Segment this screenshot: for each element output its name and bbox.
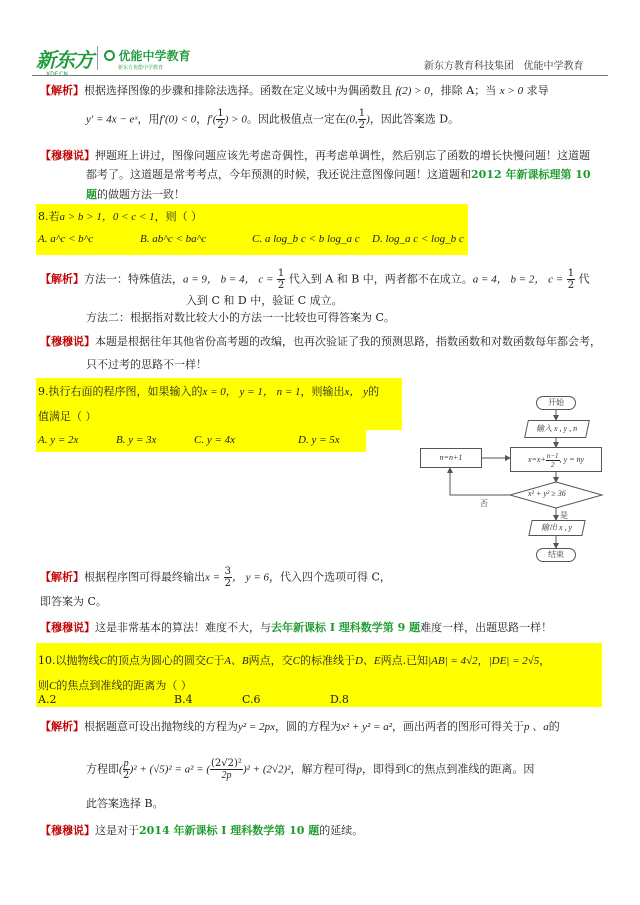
- xdf-logo: [36, 44, 93, 78]
- text: 值满足（ ）: [38, 410, 97, 423]
- text: 的标准线于: [299, 654, 355, 667]
- text: 。因此极值点一定在: [246, 112, 346, 126]
- logo-main-text: 新东方: [36, 48, 93, 72]
- text: ，即得到: [362, 762, 406, 776]
- text: 此答案选择 B。: [86, 797, 164, 810]
- math: a = 4， b = 2， c =: [472, 273, 564, 286]
- analysis-7-line2: [86, 108, 459, 131]
- numerator: 1: [567, 268, 575, 279]
- flowchart-yes-label: 是: [560, 511, 568, 520]
- fraction: [277, 268, 285, 291]
- flowchart-start: 开始: [536, 396, 576, 410]
- q8-analysis-line2: [186, 292, 343, 308]
- numerator: 3: [224, 566, 231, 577]
- math: p 、a: [524, 721, 549, 733]
- comment-7-line1: [40, 147, 590, 163]
- q9-stem-line1: [38, 383, 379, 399]
- flowchart: [410, 390, 620, 575]
- comment-tag: 【穆穆说】: [40, 621, 95, 634]
- q10-analysis-line3: [86, 795, 164, 811]
- fraction: [210, 758, 243, 781]
- text: 即答案为 C。: [40, 595, 107, 608]
- math: y² = 2px: [238, 721, 275, 733]
- green-text: 去年新课标 I 理科数学第 9 题: [271, 621, 421, 634]
- text: 只不过考的思路不一样！: [86, 358, 207, 371]
- brand-sub-text: 新东方优能中学教育: [118, 65, 164, 71]
- denominator: 2p: [221, 770, 232, 781]
- denominator: 2: [567, 280, 575, 291]
- option-a[interactable]: A. a^c < b^c: [38, 233, 94, 245]
- q10-analysis-line2: [86, 758, 534, 781]
- math: )² + (√5)² = a² = (: [129, 763, 211, 776]
- option-b[interactable]: B.4: [174, 693, 193, 706]
- q8-stem: [38, 208, 202, 224]
- text: 的做题方法一致！: [97, 188, 185, 201]
- text: ，用: [137, 112, 160, 126]
- option-c[interactable]: C. a log_b c < b log_a c: [252, 233, 360, 245]
- text: 的: [548, 720, 560, 733]
- text: 这是非常基本的算法！难度不大，与: [95, 621, 271, 634]
- flowchart-assign: [510, 447, 602, 472]
- numerator: 1: [358, 108, 366, 119]
- math: D、E: [354, 655, 381, 667]
- numerator: n−1: [546, 451, 559, 460]
- denominator: 2: [550, 460, 555, 469]
- analysis-tag: 【解析】: [40, 272, 84, 286]
- text: 代: [578, 272, 590, 286]
- text: 求导: [526, 84, 549, 97]
- flowchart-condition: x² + y² ≥ 36: [528, 489, 566, 498]
- q10-stem-line2: [38, 677, 192, 693]
- denominator: 2: [224, 578, 231, 589]
- numerator: 1: [277, 268, 285, 279]
- text: 代入到 A 和 B 中，两者都不在成立。: [288, 272, 473, 286]
- text: 押题班上讲过，图像问题应该先考虑奇偶性，再考虑单调性，然后别忘了函数的增长快慢问题！这道题: [95, 149, 590, 162]
- option-c[interactable]: C.6: [242, 693, 261, 706]
- text: 的焦点到准线的距离为（ ）: [56, 679, 192, 692]
- q9-analysis-line2: [40, 593, 107, 609]
- math: a > b > 1，0 < c < 1: [59, 211, 155, 223]
- option-b[interactable]: B. y = 3x: [116, 434, 157, 446]
- math: C: [292, 655, 300, 667]
- text: 输入 x , y , n: [536, 424, 578, 433]
- math: C: [99, 655, 107, 667]
- q10-comment: [40, 822, 363, 838]
- text: ，: [196, 112, 208, 126]
- numerator: p: [123, 758, 129, 769]
- text: 的焦点到准线的距离。因: [413, 762, 535, 776]
- brand-logo: [104, 47, 191, 71]
- text: 输出 x , y: [541, 523, 573, 532]
- text: 都考了。这道题是常考考点，今年预测的时候，我还说注意图像问题！这道题和: [86, 168, 471, 181]
- q8-comment-line1: [40, 333, 601, 349]
- comment-tag: 【穆穆说】: [40, 335, 95, 348]
- text: ，画出两者的图形可得关于: [392, 720, 525, 733]
- math: C: [205, 655, 214, 667]
- option-d[interactable]: D. log_a c < log_b c: [372, 233, 464, 245]
- text: , y = ny: [559, 455, 585, 464]
- q9-comment: [40, 619, 552, 635]
- text: 的延续。: [319, 824, 364, 837]
- text: ，解方程可得: [290, 762, 357, 776]
- green-text: 2014 年新课标 I 理科数学第 10 题: [139, 824, 320, 837]
- math: x， y: [344, 386, 369, 398]
- text: ，则输出: [300, 385, 345, 398]
- text: 9.执行右面的程序图，如果输入的: [38, 385, 203, 398]
- math: p: [356, 763, 362, 776]
- denominator: 2: [217, 120, 224, 131]
- math: f′(: [207, 113, 217, 126]
- flowchart-no-label: 否: [480, 499, 488, 508]
- math: y′ = 4x − eˣ: [86, 113, 138, 126]
- option-a[interactable]: A.2: [38, 693, 57, 706]
- math: x = 0， y = 1， n = 1: [202, 386, 301, 398]
- math: x =: [205, 571, 221, 584]
- flowchart-increment: n=n+1: [420, 448, 482, 468]
- text: 难度一样，出题思路一样！: [420, 621, 553, 634]
- math: f′(0) < 0: [159, 113, 197, 126]
- text: 根据选择图像的步骤和排除法选择。函数在定义域中为偶函数且: [84, 84, 392, 97]
- text: ，: [477, 654, 489, 667]
- math: f(2) > 0: [395, 85, 430, 97]
- comment-7-line2: [86, 166, 591, 182]
- comment-tag: 【穆穆说】: [40, 149, 95, 162]
- fraction: [567, 268, 575, 291]
- text: ，: [539, 654, 551, 667]
- text: 两点，交: [248, 654, 293, 667]
- math: ): [366, 113, 370, 126]
- q10-stem-line1: [38, 652, 550, 668]
- header: [0, 0, 640, 78]
- denominator: 2: [122, 770, 130, 781]
- text: 方法二：根据指对数比较大小的方法一一比较也可得答案为 C。: [86, 311, 395, 324]
- option-d[interactable]: D.8: [330, 693, 349, 706]
- q8-comment-line2: [86, 356, 207, 372]
- analysis-7-line1: [40, 82, 549, 98]
- math: x² + y² = a²: [341, 721, 393, 733]
- text: 方程即: [86, 762, 119, 776]
- math: |DE| = 2√5: [488, 655, 540, 667]
- math: a = 9， b = 4， c =: [183, 273, 274, 286]
- math: |AB| = 4√2: [428, 655, 478, 667]
- flowchart-lines: [410, 390, 620, 575]
- text: 根据程序图可得最终输出: [84, 570, 205, 584]
- text: 的: [368, 385, 380, 398]
- text: ，代入四个选项可得 C，: [269, 570, 391, 584]
- header-right-text: 新东方教育科技集团 优能中学教育: [424, 61, 584, 72]
- q10-analysis-line1: [40, 718, 560, 734]
- text: 10.以抛物线: [38, 654, 100, 667]
- analysis-tag: 【解析】: [40, 84, 84, 97]
- fraction: [224, 566, 232, 589]
- math: )² + (2√2)²: [242, 763, 291, 776]
- text: ，则（ ）: [154, 210, 203, 223]
- text: ，圆的方程为: [275, 720, 341, 733]
- green-text: 题: [86, 188, 97, 201]
- math: A、B: [224, 655, 249, 667]
- green-text: 2012 年新课标理第 10: [471, 168, 591, 181]
- math: ) > 0: [224, 113, 247, 126]
- text: 两点.已知: [380, 654, 429, 667]
- numerator: 1: [217, 108, 224, 119]
- math: C: [49, 680, 57, 692]
- option-b[interactable]: B. ab^c < ba^c: [140, 233, 207, 245]
- text: 这是对于: [95, 824, 139, 837]
- q8-analysis-line1: [40, 268, 590, 291]
- numerator: (2√2)²: [211, 758, 242, 769]
- analysis-tag: 【解析】: [40, 720, 84, 733]
- q8-analysis-line3: [86, 309, 395, 325]
- brand-icon: [104, 50, 115, 61]
- text: 8.若: [38, 210, 60, 223]
- text: ，排除 A；当: [429, 84, 497, 97]
- fraction: [216, 108, 224, 131]
- option-a[interactable]: A. y = 2x: [38, 434, 79, 446]
- text: x=x+: [527, 455, 546, 464]
- text: ，因此答案选 D。: [369, 112, 460, 126]
- analysis-tag: 【解析】: [40, 570, 84, 584]
- option-c[interactable]: C. y = 4x: [194, 434, 236, 446]
- denominator: 2: [358, 120, 366, 131]
- header-rule: [32, 75, 608, 76]
- q9-stem-line2: [38, 408, 97, 424]
- comment-7-line3: [86, 186, 185, 202]
- text: 方法一：特殊值法，: [84, 272, 183, 286]
- text: 于: [213, 654, 225, 667]
- option-d[interactable]: D. y = 5x: [298, 434, 340, 446]
- math: (: [119, 763, 123, 776]
- math: x > 0: [499, 85, 524, 97]
- fraction: [123, 758, 130, 781]
- flowchart-input: [524, 420, 590, 438]
- text: 的顶点为圆心的圆交: [106, 654, 206, 667]
- text: 根据题意可设出抛物线的方程为: [84, 720, 238, 733]
- denominator: 2: [277, 280, 285, 291]
- q9-analysis-line1: [40, 566, 391, 589]
- flowchart-end: 结束: [536, 548, 576, 562]
- brand-text: 优能中学教育: [118, 49, 191, 63]
- math: ， y = 6: [231, 571, 269, 584]
- math: C: [406, 763, 414, 776]
- text: 入到 C 和 D 中，验证 C 成立。: [186, 294, 343, 307]
- flowchart-output: [528, 520, 585, 536]
- text: 则: [38, 679, 49, 692]
- fraction: [546, 452, 560, 469]
- comment-tag: 【穆穆说】: [40, 824, 95, 837]
- logo-divider: [97, 46, 98, 70]
- math: (0,: [345, 113, 358, 126]
- text: 本题是根据往年其他省份高考题的改编，也再次验证了我的预测思路，指数函数和对数函数每年都会考，: [95, 335, 601, 348]
- fraction: [358, 108, 366, 131]
- arrow-no: [450, 468, 510, 495]
